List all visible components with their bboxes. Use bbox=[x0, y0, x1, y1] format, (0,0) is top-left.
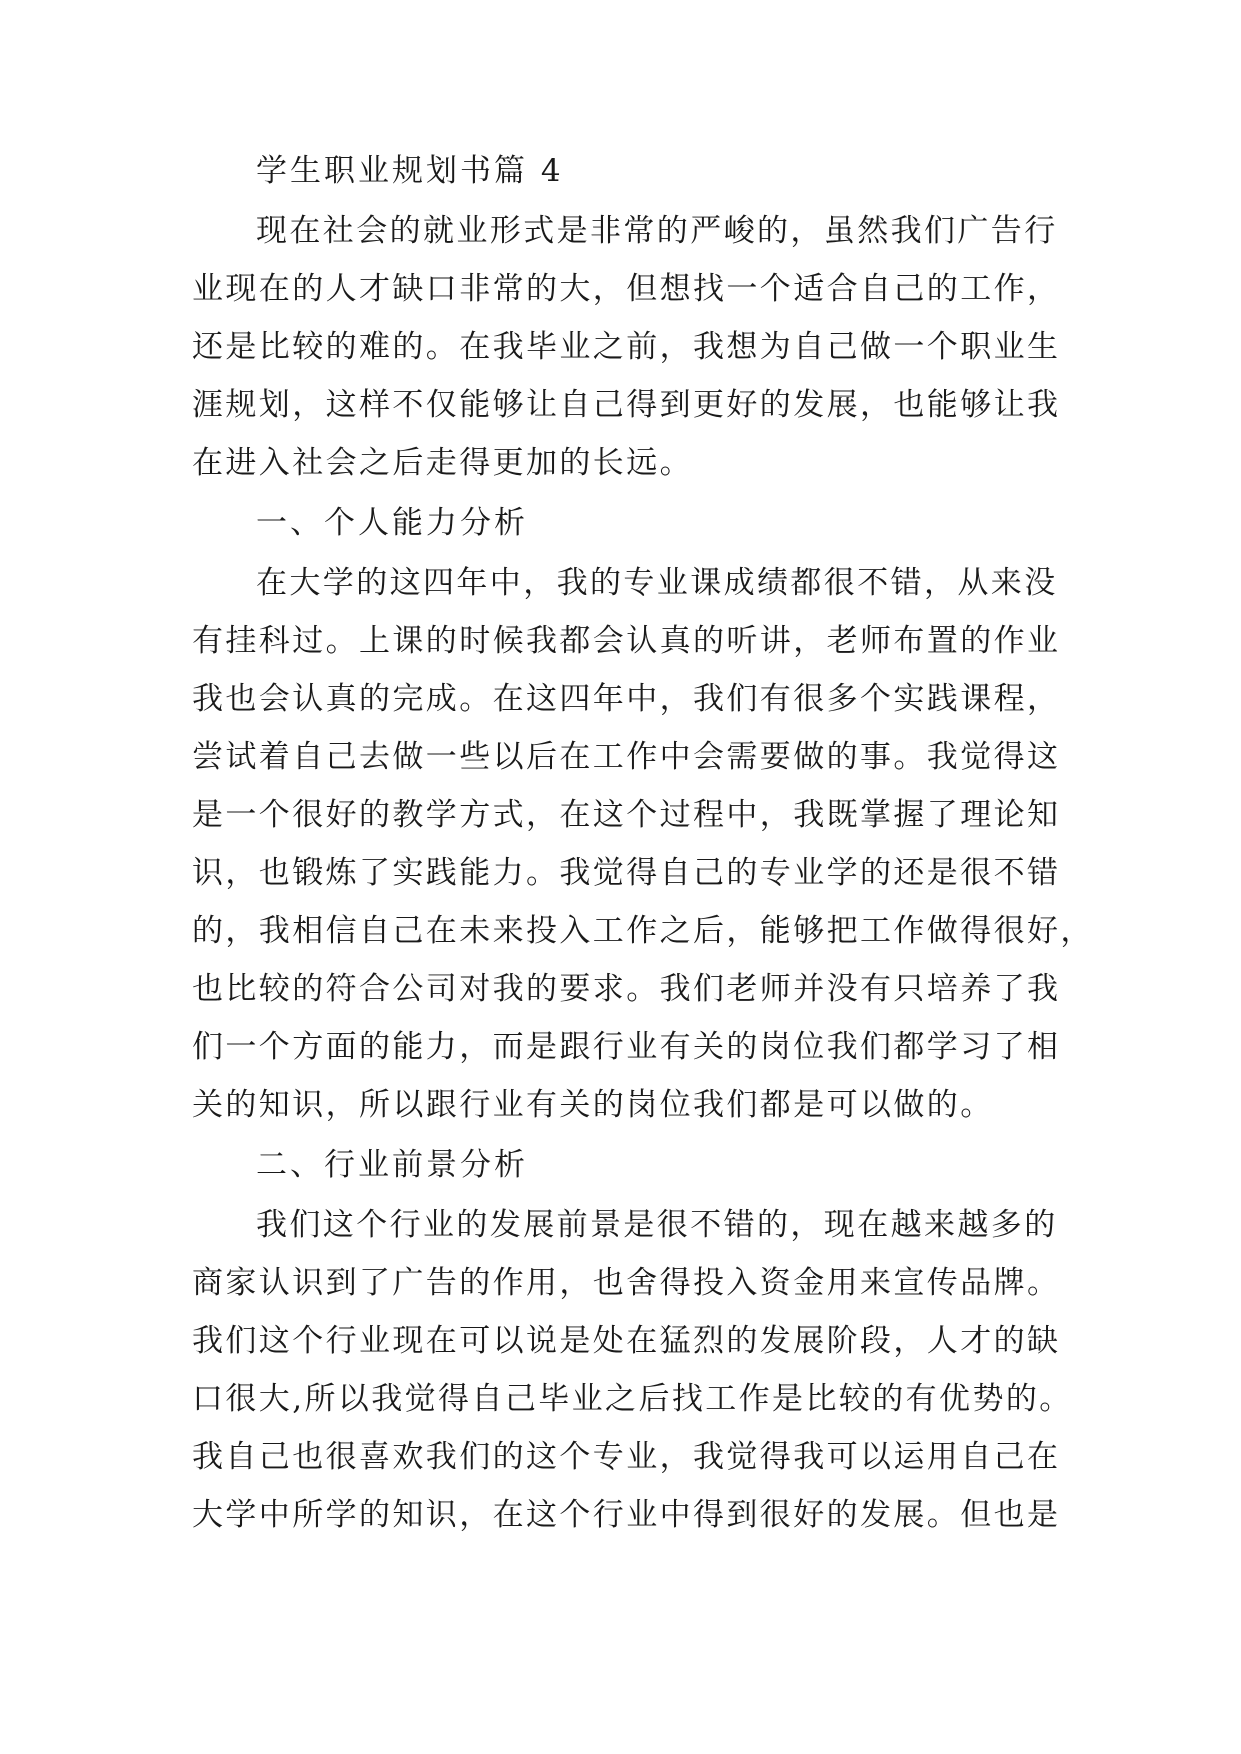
paragraph-line: 识，也锻炼了实践能力。我觉得自己的专业学的还是很不错 bbox=[192, 855, 1061, 891]
paragraph-line: 也比较的符合公司对我的要求。我们老师并没有只培养了我 bbox=[192, 971, 1061, 1007]
section-heading: 一、个人能力分析 bbox=[256, 505, 528, 541]
paragraph-line: 涯规划，这样不仅能够让自己得到更好的发展，也能够让我 bbox=[192, 387, 1061, 423]
paragraph-line: 业现在的人才缺口非常的大，但想找一个适合自己的工作， bbox=[192, 271, 1061, 307]
paragraph-line: 在大学的这四年中，我的专业课成绩都很不错，从来没 bbox=[256, 565, 1058, 601]
section-heading: 二、行业前景分析 bbox=[256, 1147, 528, 1183]
paragraph-line: 在进入社会之后走得更加的长远。 bbox=[192, 445, 693, 481]
paragraph-line: 现在社会的就业形式是非常的严峻的，虽然我们广告行 bbox=[256, 213, 1058, 249]
paragraph-line: 我们这个行业现在可以说是处在猛烈的发展阶段，人才的缺 bbox=[192, 1323, 1061, 1359]
paragraph-line: 们一个方面的能力，而是跟行业有关的岗位我们都学习了相 bbox=[192, 1029, 1061, 1065]
paragraph-line: 还是比较的难的。在我毕业之前，我想为自己做一个职业生 bbox=[192, 329, 1061, 365]
paragraph-line: 我也会认真的完成。在这四年中，我们有很多个实践课程， bbox=[192, 681, 1061, 717]
paragraph-line: 商家认识到了广告的作用，也舍得投入资金用来宣传品牌。 bbox=[192, 1265, 1061, 1301]
paragraph-line: 是一个很好的教学方式，在这个过程中，我既掌握了理论知 bbox=[192, 797, 1061, 833]
paragraph-line: 我自己也很喜欢我们的这个专业，我觉得我可以运用自己在 bbox=[192, 1439, 1061, 1475]
paragraph-line: 关的知识，所以跟行业有关的岗位我们都是可以做的。 bbox=[192, 1087, 994, 1123]
paragraph-line: 大学中所学的知识，在这个行业中得到很好的发展。但也是 bbox=[192, 1497, 1061, 1533]
document-title: 学生职业规划书篇 4 bbox=[256, 153, 564, 189]
paragraph-line: 我们这个行业的发展前景是很不错的，现在越来越多的 bbox=[256, 1207, 1058, 1243]
paragraph-line: 尝试着自己去做一些以后在工作中会需要做的事。我觉得这 bbox=[192, 739, 1061, 775]
paragraph-line: 口很大,所以我觉得自己毕业之后找工作是比较的有优势的。 bbox=[192, 1381, 1073, 1417]
paragraph-line: 有挂科过。上课的时候我都会认真的听讲，老师布置的作业 bbox=[192, 623, 1061, 659]
paragraph-line: 的，我相信自己在未来投入工作之后，能够把工作做得很好， bbox=[192, 913, 1094, 949]
